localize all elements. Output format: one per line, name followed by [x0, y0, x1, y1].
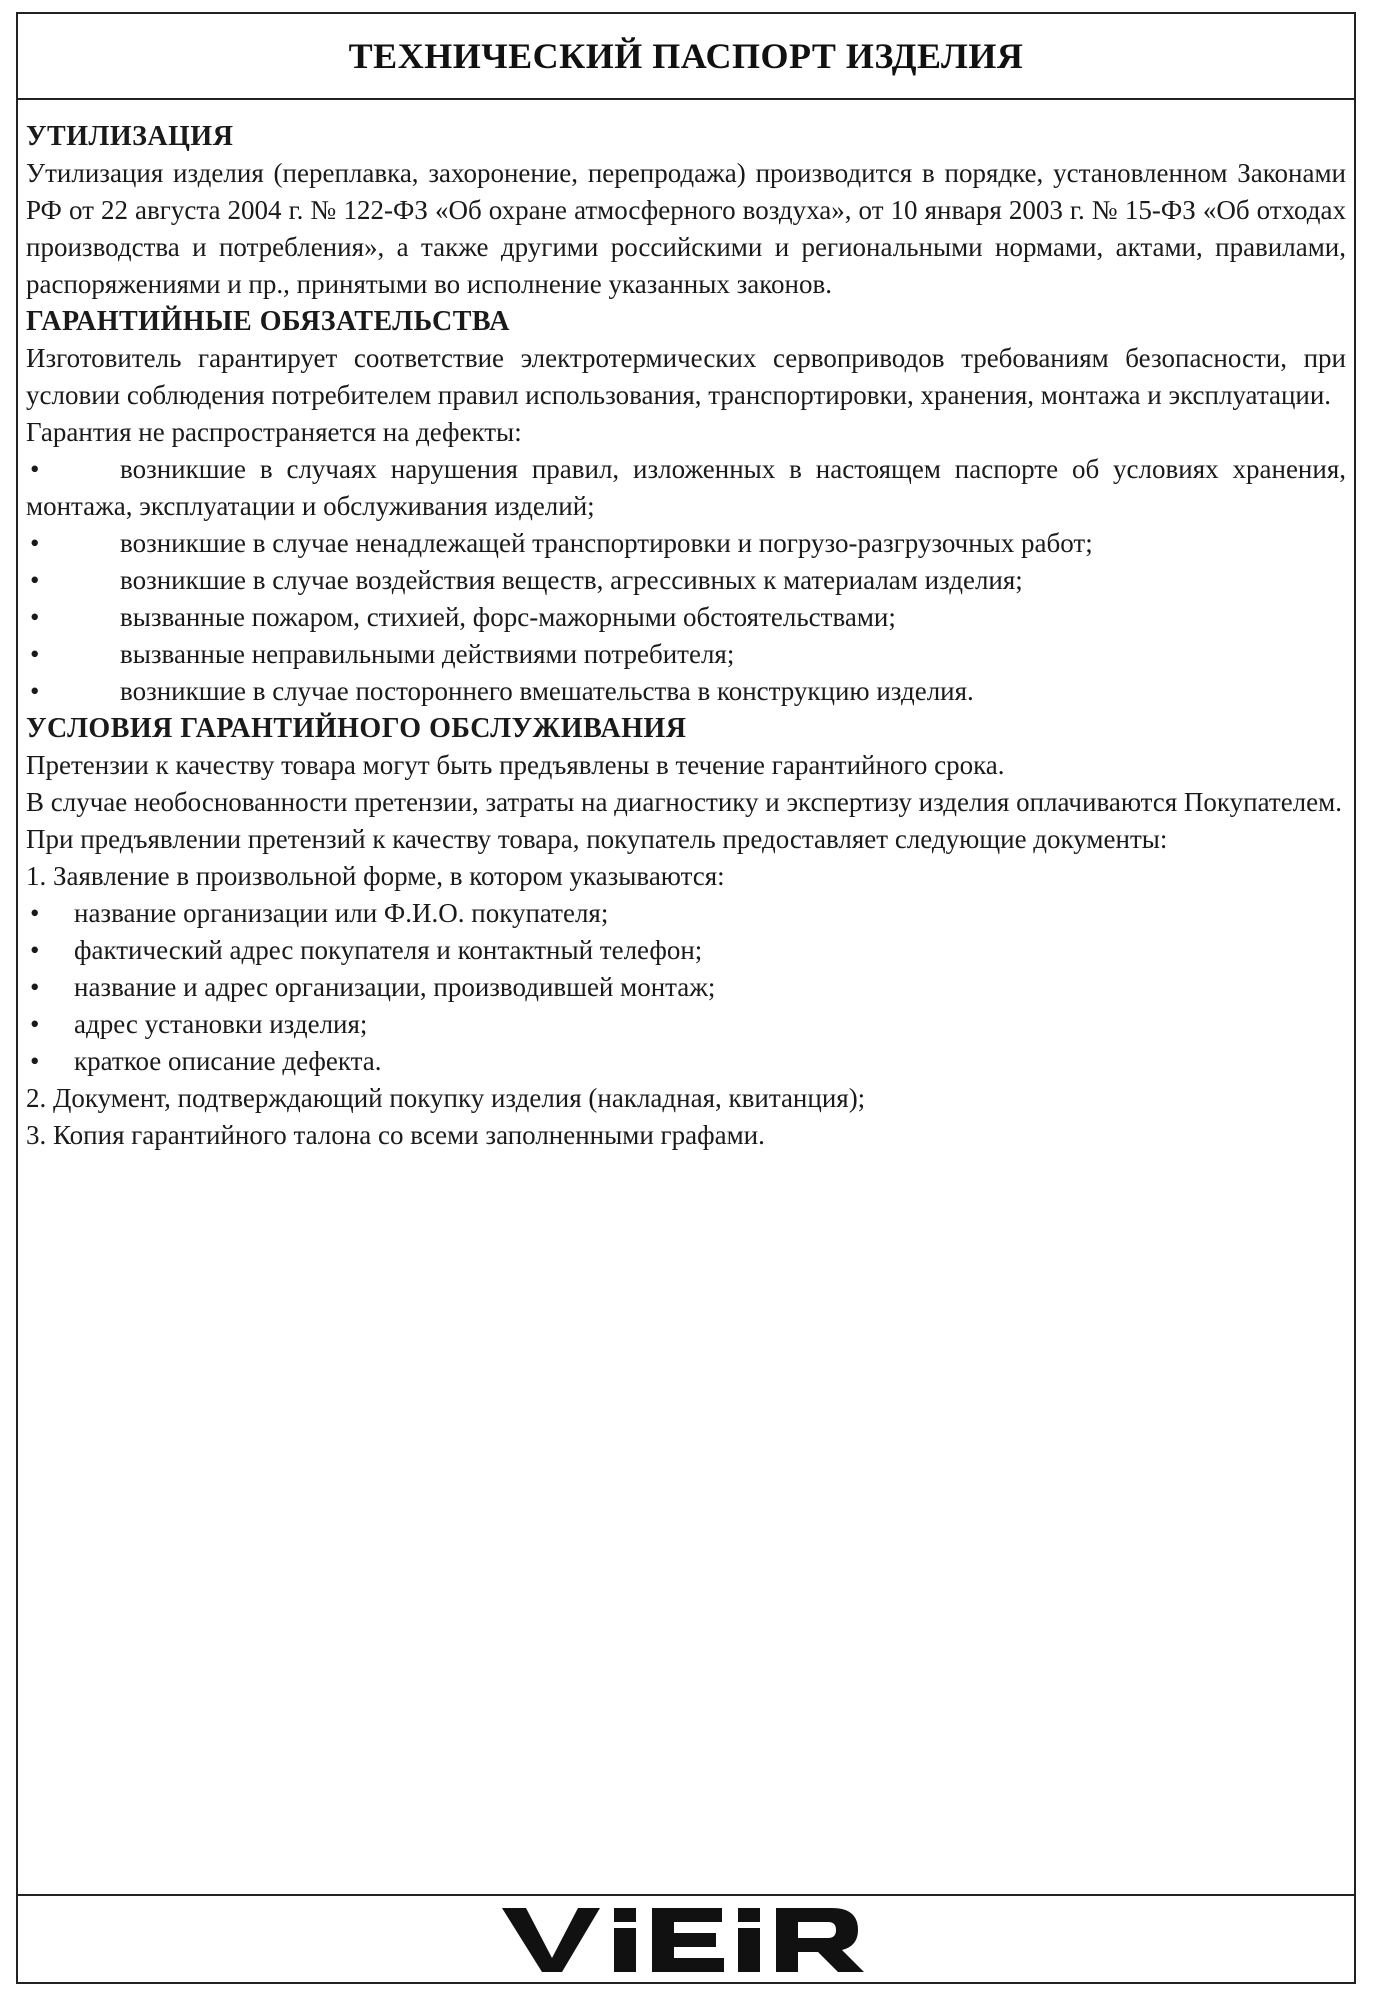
claim-detail-text: краткое описание дефекта. — [74, 1046, 382, 1076]
service-text-3: При предъявлении претензий к качеству товара, покупатель предоставляет следующие документы: — [26, 824, 1168, 854]
bullet-icon: • — [30, 454, 40, 484]
bullet-icon: • — [30, 1009, 40, 1039]
exclusion-item — [26, 525, 1346, 562]
utilization-text: Утилизация изделия (переплавка, захоронение, перепродажа) производится в порядке, установленном Законами РФ от 22 августа 2004 г. № 122-ФЗ «Об охране атмосферного воздуха», от 10 января 2003 г. № 15-ФЗ «Об отходах производства и потребления», а также другими российскими и региональными нормами, актами, правилами, распоряжениями и пр., принятыми во исполнение указанных законов. — [26, 158, 1346, 299]
document-body — [18, 100, 1354, 1154]
service-text-2: В случае необоснованности претензии, затраты на диагностику и экспертизу изделия оплачиваются Покупателем. — [26, 787, 1342, 817]
vieir-logo — [496, 1900, 876, 1978]
bullet-icon: • — [30, 935, 40, 965]
exclusion-item — [26, 599, 1346, 636]
exclusion-item — [26, 673, 1346, 710]
claim-detail-text: название организации или Ф.И.О. покупателя; — [74, 898, 609, 928]
bullet-icon: • — [30, 602, 40, 632]
bullet-icon: • — [30, 528, 40, 558]
bullet-icon: • — [30, 565, 40, 595]
bullet-icon: • — [30, 972, 40, 1002]
section-heading-utilization: УТИЛИЗАЦИЯ — [26, 121, 234, 152]
exclusion-item — [26, 636, 1346, 673]
service-text-1: Претензии к качеству товара могут быть предъявлены в течение гарантийного срока. — [26, 750, 1005, 780]
document-item-3: 3. Копия гарантийного талона со всеми заполненными графами. — [26, 1120, 765, 1150]
bullet-icon: • — [30, 898, 40, 928]
exclusion-text: возникшие в случае постороннего вмешательства в конструкцию изделия. — [120, 676, 974, 706]
exclusion-text: возникшие в случае ненадлежащей транспортировки и погрузо-разгрузочных работ; — [120, 528, 1093, 558]
warranty-text: Изготовитель гарантирует соответствие электротермических сервоприводов требованиям безопасности, при условии соблюдения потребителем правил использования, транспортировки, хранения, монтажа и эксплуатации. — [26, 343, 1346, 410]
exclusion-text: вызванные неправильными действиями потребителя; — [120, 639, 735, 669]
bullet-icon: • — [30, 676, 40, 706]
document-item-1: 1. Заявление в произвольной форме, в котором указываются: — [26, 861, 725, 891]
exclusion-text: вызванные пожаром, стихией, форс-мажорными обстоятельствами; — [120, 602, 896, 632]
exclusion-item — [26, 451, 1346, 525]
claim-detail-item — [26, 1043, 1346, 1080]
claim-detail-item — [26, 895, 1346, 932]
exclusion-item — [26, 562, 1346, 599]
document-item-2: 2. Документ, подтверждающий покупку изделия (накладная, квитанция); — [26, 1083, 866, 1113]
claim-detail-item — [26, 1006, 1346, 1043]
section-heading-service: УСЛОВИЯ ГАРАНТИЙНОГО ОБСЛУЖИВАНИЯ — [26, 713, 687, 744]
exclusion-text: возникшие в случаях нарушения правил, изложенных в настоящем паспорте об условиях хранения, монтажа, эксплуатации и обслуживания изделий; — [26, 454, 1346, 521]
claim-detail-text: фактический адрес покупателя и контактный телефон; — [74, 935, 703, 965]
claim-detail-text: адрес установки изделия; — [74, 1009, 368, 1039]
exclusion-text: возникшие в случае воздействия веществ, агрессивных к материалам изделия; — [120, 565, 1023, 595]
claim-detail-text: название и адрес организации, производившей монтаж; — [74, 972, 716, 1002]
document-header — [18, 14, 1354, 100]
claim-detail-item — [26, 969, 1346, 1006]
section-heading-warranty: ГАРАНТИЙНЫЕ ОБЯЗАТЕЛЬСТВА — [26, 306, 511, 337]
document-frame — [16, 12, 1356, 1984]
document-footer — [18, 1894, 1354, 1982]
warranty-exclusions-intro: Гарантия не распространяется на дефекты: — [26, 417, 522, 447]
claim-detail-item — [26, 932, 1346, 969]
bullet-icon: • — [30, 1046, 40, 1076]
bullet-icon: • — [30, 639, 40, 669]
document-title: ТЕХНИЧЕСКИЙ ПАСПОРТ ИЗДЕЛИЯ — [348, 36, 1024, 76]
